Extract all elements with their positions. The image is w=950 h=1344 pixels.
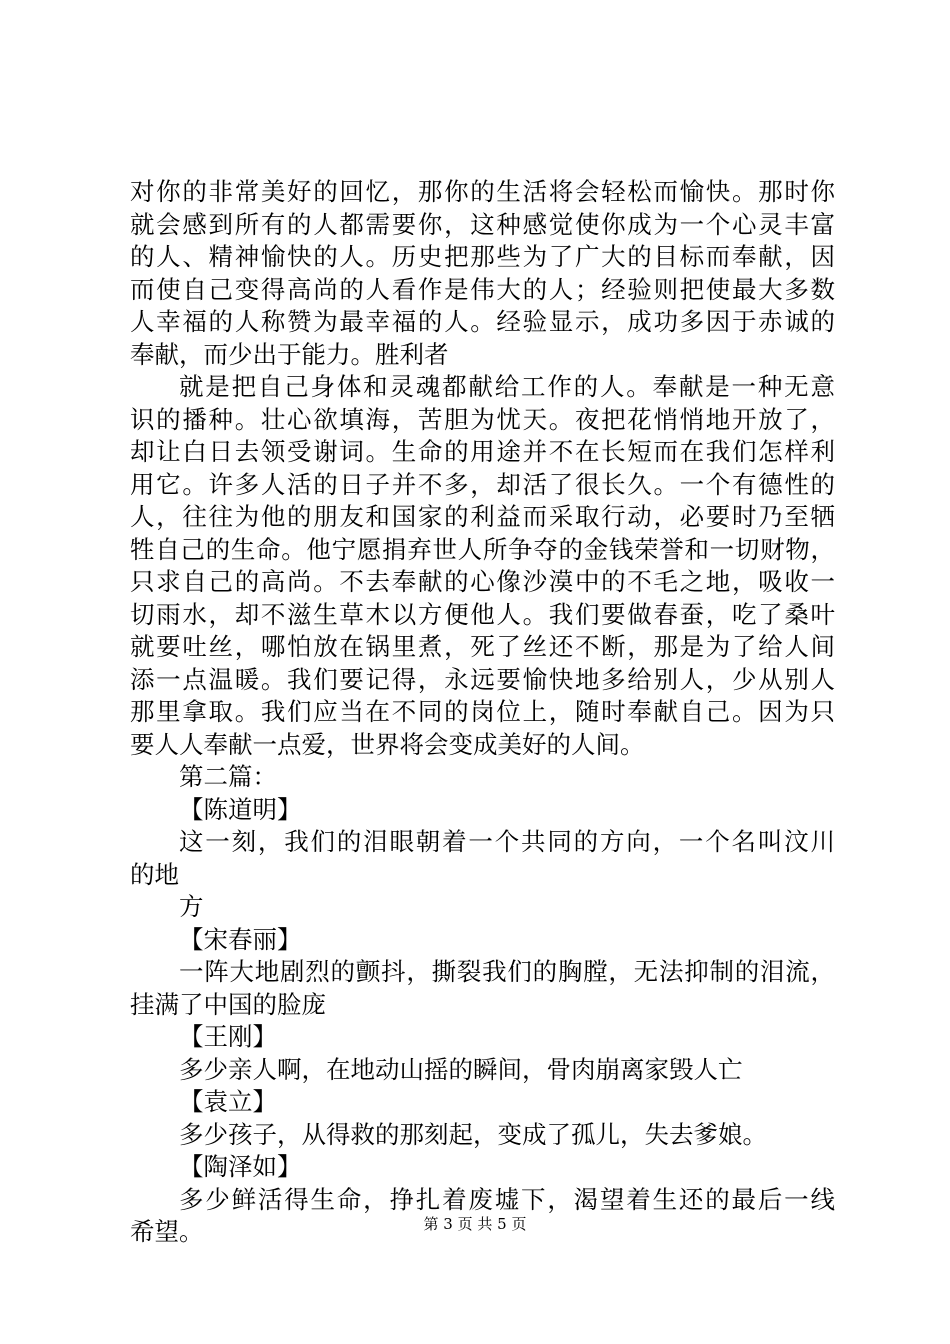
text-line: 切雨水，却不滋生草木以方便他人。我们要做春蚕，吃了桑叶 — [130, 599, 835, 629]
text-line: 人，往往为他的朋友和国家的利益而采取行动，必要时乃至牺 — [130, 502, 835, 531]
text-line: 这一刻，我们的泪眼朝着一个共同的方向，一个名叫汶川 — [179, 827, 835, 856]
text-line: 第二篇： — [179, 762, 277, 791]
text-line: 只求自己的高尚。不去奉献的心像沙漠中的不毛之地，吸收一 — [130, 567, 835, 596]
text-line: 多少鲜活得生命，挣扎着废墟下，渴望着生还的最后一线 — [179, 1184, 835, 1214]
text-line: 那里拿取。我们应当在不同的岗位上，随时奉献自己。因为只 — [130, 697, 835, 726]
text-line: 一阵大地剧烈的颤抖，撕裂我们的胸膛，无法抑制的泪流， — [179, 957, 835, 986]
text-line: 的地 — [130, 859, 179, 889]
text-line: 人幸福的人称赞为最幸福的人。经验显示，成功多因于赤诚的 — [130, 307, 835, 336]
text-line: 【王刚】 — [179, 1022, 277, 1051]
text-line: 【袁立】 — [179, 1087, 277, 1116]
text-line: 添一点温暖。我们要记得，永远要愉快地多给别人，少从别人 — [130, 664, 835, 694]
text-line: 多少亲人啊，在地动山摇的瞬间，骨肉崩离家毁人亡 — [179, 1054, 743, 1084]
text-line: 【宋春丽】 — [179, 924, 302, 954]
text-line: 方 — [179, 892, 204, 921]
text-line: 就要吐丝，哪怕放在锅里煮，死了丝还不断，那是为了给人间 — [130, 632, 835, 661]
text-line: 用它。许多人活的日子并不多，却活了很长久。一个有德性的 — [130, 469, 835, 499]
text-line: 要人人奉献一点爱，世界将会变成美好的人间。 — [130, 729, 645, 759]
text-line: 多少孩子，从得救的那刻起，变成了孤儿，失去爹娘。 — [179, 1119, 767, 1149]
text-line: 的人、精神愉快的人。历史把那些为了广大的目标而奉献，因 — [130, 242, 835, 271]
text-line: 挂满了中国的脸庞 — [130, 989, 326, 1019]
text-line: 【陈道明】 — [179, 794, 302, 824]
text-line: 却让白日去领受谢词。生命的用途并不在长短而在我们怎样利 — [130, 437, 835, 466]
text-line: 而使自己变得高尚的人看作是伟大的人；经验则把使最大多数 — [130, 274, 835, 304]
page-footer: 第 3 页 共 5 页 — [423, 1215, 527, 1233]
document-body — [130, 176, 835, 1249]
text-line: 识的播种。壮心欲填海，苦胆为忧天。夜把花悄悄地开放了， — [130, 404, 835, 434]
text-line: 奉献，而少出于能力。胜利者 — [130, 339, 449, 369]
text-line: 牲自己的生命。他宁愿捐弃世人所争夺的金钱荣誉和一切财物， — [130, 534, 835, 564]
text-line: 对你的非常美好的回忆，那你的生活将会轻松而愉快。那时你 — [130, 177, 835, 206]
text-line: 【陶泽如】 — [179, 1152, 302, 1181]
text-line: 就会感到所有的人都需要你，这种感觉使你成为一个心灵丰富 — [130, 209, 835, 239]
text-line: 希望。 — [130, 1217, 204, 1246]
text-line: 就是把自己身体和灵魂都献给工作的人。奉献是一种无意 — [179, 372, 835, 401]
